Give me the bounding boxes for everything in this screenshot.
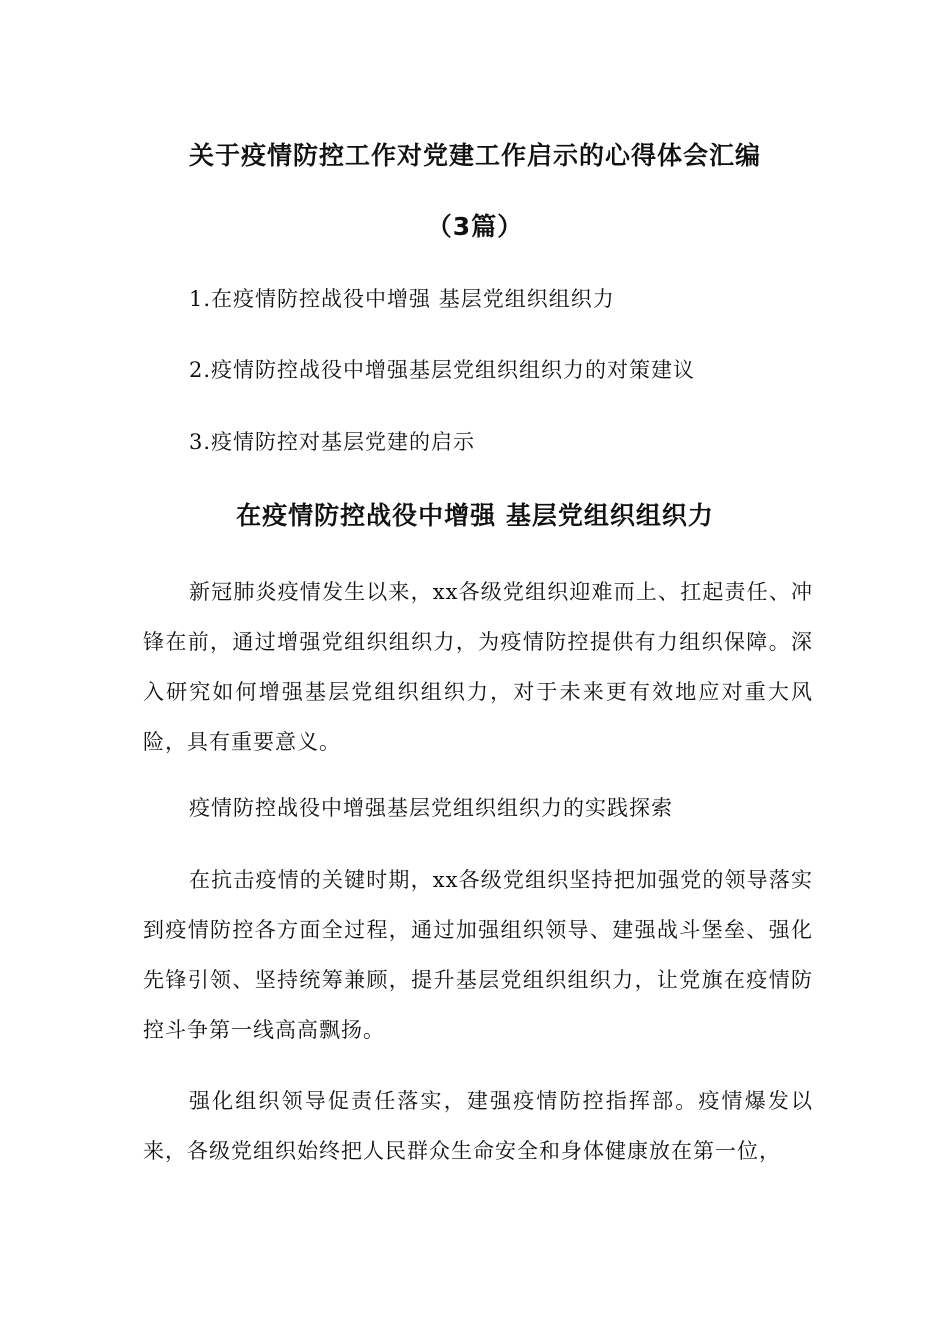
body-paragraph: 强化组织领导促责任落实，建强疫情防控指挥部。疫情爆发以来，各级党组织始终把人民群众生命安全和身体健康放在第一位， — [143, 1089, 813, 1163]
toc-item: 2.疫情防控战役中增强基层党组织组织力的对策建议 — [189, 358, 696, 382]
toc-item: 3.疫情防控对基层党建的启示 — [189, 430, 476, 454]
section-title: 在疫情防控战役中增强 基层党组织组织力 — [236, 501, 714, 530]
document-title: 关于疫情防控工作对党建工作启示的心得体会汇编 — [188, 141, 761, 170]
body-paragraph: 在抗击疫情的关键时期，xx各级党组织坚持把加强党的领导落实到疫情防控各方面全过程，通过加强组织领导、建强战斗堡垒、强化先锋引领、坚持统筹兼顾，提升基层党组织组织力，让党旗在疫情防控斗争第一线高高飘扬。 — [143, 868, 813, 1042]
subheading: 疫情防控战役中增强基层党组织组织力的实践探索 — [189, 796, 673, 820]
toc-item: 1.在疫情防控战役中增强 基层党组织组织力 — [189, 287, 615, 311]
body-paragraph: 新冠肺炎疫情发生以来，xx各级党组织迎难而上、扛起责任、冲锋在前，通过增强党组织组织力，为疫情防控提供有力组织保障。深入研究如何增强基层党组织组织力，对于未来更有效地应对重大风险，具有重要意义。 — [143, 580, 813, 754]
document-subtitle-count: （3篇） — [426, 212, 524, 241]
